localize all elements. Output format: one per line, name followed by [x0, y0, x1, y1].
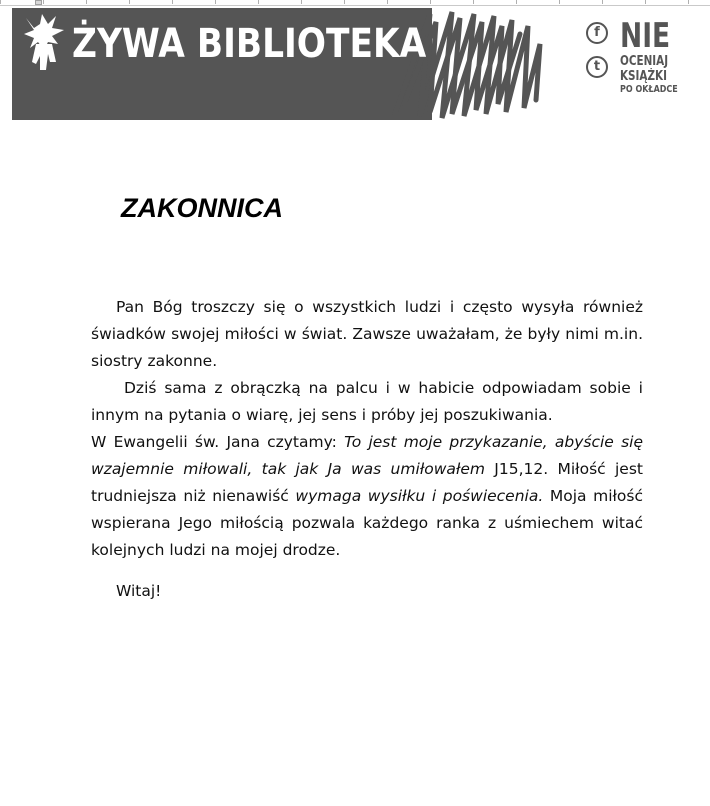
ruler-tick — [0, 0, 1, 4]
bible-reference: J15,12. Miłość jest trudniejsza niż nienawiść — [91, 460, 643, 505]
emphasis-text: wymaga wysiłku i poświecenia. — [295, 487, 544, 505]
ruler-tick — [387, 0, 388, 4]
greeting: Witaj! — [116, 582, 162, 600]
ruler-tick — [301, 0, 302, 4]
ruler-tick — [559, 0, 560, 4]
ruler-tick — [172, 0, 173, 4]
campaign-line2: OCENIAJ — [620, 54, 669, 69]
brand-title: ŻYWA BIBLIOTEKA — [72, 21, 427, 67]
paragraph-3-rest: Moja miłość wspierana Jego miłością pozwala każdego ranka z uśmiechem witać kolejnych ludzi na mojej drodze. — [91, 487, 644, 559]
ruler-tick — [688, 0, 689, 4]
ruler-tick — [86, 0, 87, 4]
campaign-line4: PO OKŁADCE — [620, 84, 678, 95]
ruler-tick — [645, 0, 646, 4]
twitter-icon[interactable]: t — [586, 56, 608, 78]
facebook-icon[interactable]: f — [586, 22, 608, 44]
ruler-marker[interactable] — [35, 0, 42, 5]
ruler-tick — [258, 0, 259, 4]
ruler-tick — [43, 0, 44, 4]
campaign-slogan — [620, 18, 692, 96]
ruler-tick — [602, 0, 603, 4]
document-body — [91, 294, 643, 605]
ruler-tick — [215, 0, 216, 4]
paragraph-1: Pan Bóg troszczy się o wszystkich ludzi i często wysyła również świadków swojej miłości w świat. Zawsze uważałam, że były nimi m.in. siostry zakonne. — [91, 298, 643, 370]
ruler-tick — [129, 0, 130, 4]
paragraph-2: Dziś sama z obrączką na palcu i w habicie odpowiadam sobie i innym na pytania o wiarę, jej sens i próby jej poszukiwania. — [91, 379, 643, 424]
campaign-line1: NIE — [620, 16, 671, 56]
bible-quote: To jest moje przykazanie, abyście się wzajemnie miłowali, tak jak Ja was umiłowałem — [91, 433, 643, 478]
document-title: ZAKONNICA — [121, 193, 283, 223]
logo-figure-icon — [22, 14, 68, 72]
paragraph-3-intro: W Ewangelii św. Jana czytamy: — [91, 433, 345, 451]
campaign-line3: KSIĄŻKI — [620, 69, 667, 84]
ruler-tick — [344, 0, 345, 4]
paragraph-3 — [91, 429, 643, 564]
ruler — [0, 0, 710, 6]
